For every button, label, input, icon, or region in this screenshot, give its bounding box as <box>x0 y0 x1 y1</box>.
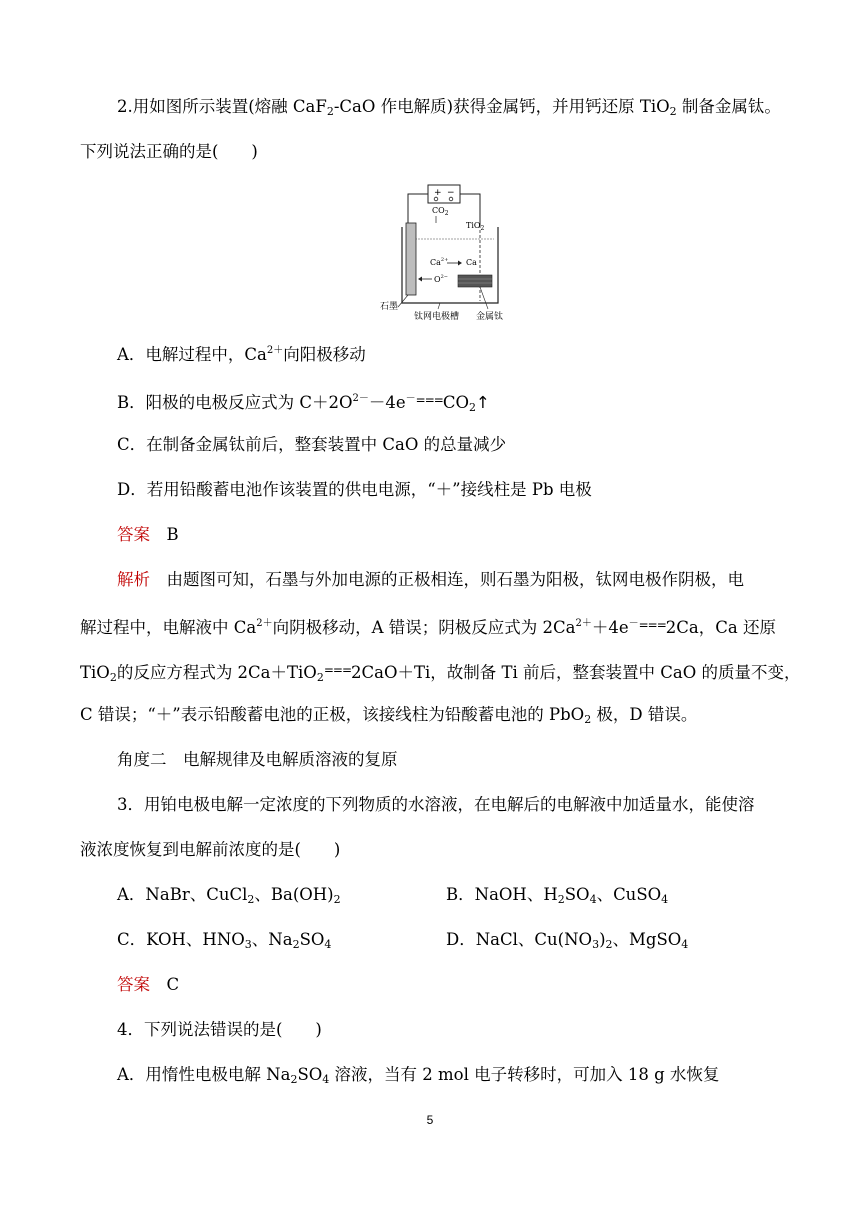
answer-label: 答案 <box>117 525 150 544</box>
answer-2: 答案 B <box>117 525 179 544</box>
question-3-line-1: 3．用铂电极电解一定浓度的下列物质的水溶液，在电解后的电解液中加适量水，能使溶 <box>117 795 755 814</box>
question-2-line-1: 2.用如图所示装置(熔融 CaF$_2$-CaO 作电解质)获得金属钙，并用钙还原 TiO$_2$ 制备金属钛。 <box>117 97 781 118</box>
q4-option-a: A．用惰性电极电解 $Na_2SO_4$ 溶液，当有 2 mol 电子转移时，可加入 18 g 水恢复 <box>117 1065 720 1086</box>
electrolysis-apparatus-diagram <box>370 183 520 323</box>
tio2-label: TiO$_2$ <box>466 221 485 232</box>
q3-option-d: D．NaCl、$Cu(NO_3)_2$、MgSO$_4$ <box>446 930 689 951</box>
minus-sign: − <box>447 188 455 198</box>
question-4-line-1: 4．下列说法错误的是( ) <box>117 1020 322 1039</box>
q2-option-d: D．若用铅酸蓄电池作该装置的供电电源，“＋”接线柱是 Pb 电极 <box>117 480 592 499</box>
q2-option-b: B．阳极的电极反应式为 $C+2O^{2-}-4e^-===CO_2↑$ <box>117 393 490 414</box>
q3-option-b: B．NaOH、$H_2SO_4$、CuSO$_4$ <box>446 885 669 906</box>
answer-3: 答案 C <box>117 975 180 994</box>
ca-label: Ca <box>466 258 477 267</box>
explanation-line-2: 解过程中，电解液中 $Ca^{2+}$向阴极移动，A 错误；阴极反应式为 $2Ca^{2+}+4e^-===2Ca$，Ca 还原 <box>80 618 776 637</box>
q3-option-c: C．KOH、$HNO_3$、$Na_2SO_4$ <box>117 930 332 951</box>
q3-option-a: A．NaBr、CuCl$_2$、$Ba(OH)_2$ <box>117 885 341 906</box>
plus-sign: + <box>434 188 442 198</box>
titanium-tank-label: 钛网电极槽 <box>414 312 460 322</box>
page-number: 5 <box>426 1113 434 1127</box>
explanation-line-4: C 错误；“＋”表示铅酸蓄电池的正极，该接线柱为铅酸蓄电池的 PbO$_2$ 极，D 错误。 <box>80 705 698 726</box>
explanation-label: 解析 <box>117 570 150 589</box>
explanation-line-3: TiO$_2$的反应方程式为 2Ca＋TiO$_2$===2CaO＋Ti，故制备 Ti 前后，整套装置中 CaO 的质量不变， <box>80 663 801 684</box>
graphite-electrode <box>406 223 416 295</box>
titanium-metal-pile <box>458 275 492 287</box>
question-3-line-2: 液浓度恢复到电解前浓度的是( ) <box>80 840 341 859</box>
ca-ion-label: $Ca^{2+}$ <box>430 257 449 267</box>
section-heading: 角度二 电解规律及电解质溶液的复原 <box>117 750 398 769</box>
o-ion-label: $O^{2-}$ <box>434 274 448 284</box>
graphite-label: 石墨 <box>380 302 399 312</box>
co2-label: $CO_2$ <box>432 206 449 217</box>
q2-option-c: C．在制备金属钛前后，整套装置中 CaO 的总量减少 <box>117 435 507 454</box>
q2-option-a: A．电解过程中，$Ca^{2+}$向阳极移动 <box>117 345 366 364</box>
power-source <box>428 185 460 203</box>
wire-positive <box>408 194 428 225</box>
explanation-line-1: 解析 由题图可知，石墨与外加电源的正极相连，则石墨为阳极，钛网电极作阴极，电 <box>117 570 744 589</box>
question-2-line-2: 下列说法正确的是( ) <box>80 142 258 161</box>
titanium-metal-label: 金属钛 <box>476 312 504 322</box>
answer-label: 答案 <box>117 975 150 994</box>
